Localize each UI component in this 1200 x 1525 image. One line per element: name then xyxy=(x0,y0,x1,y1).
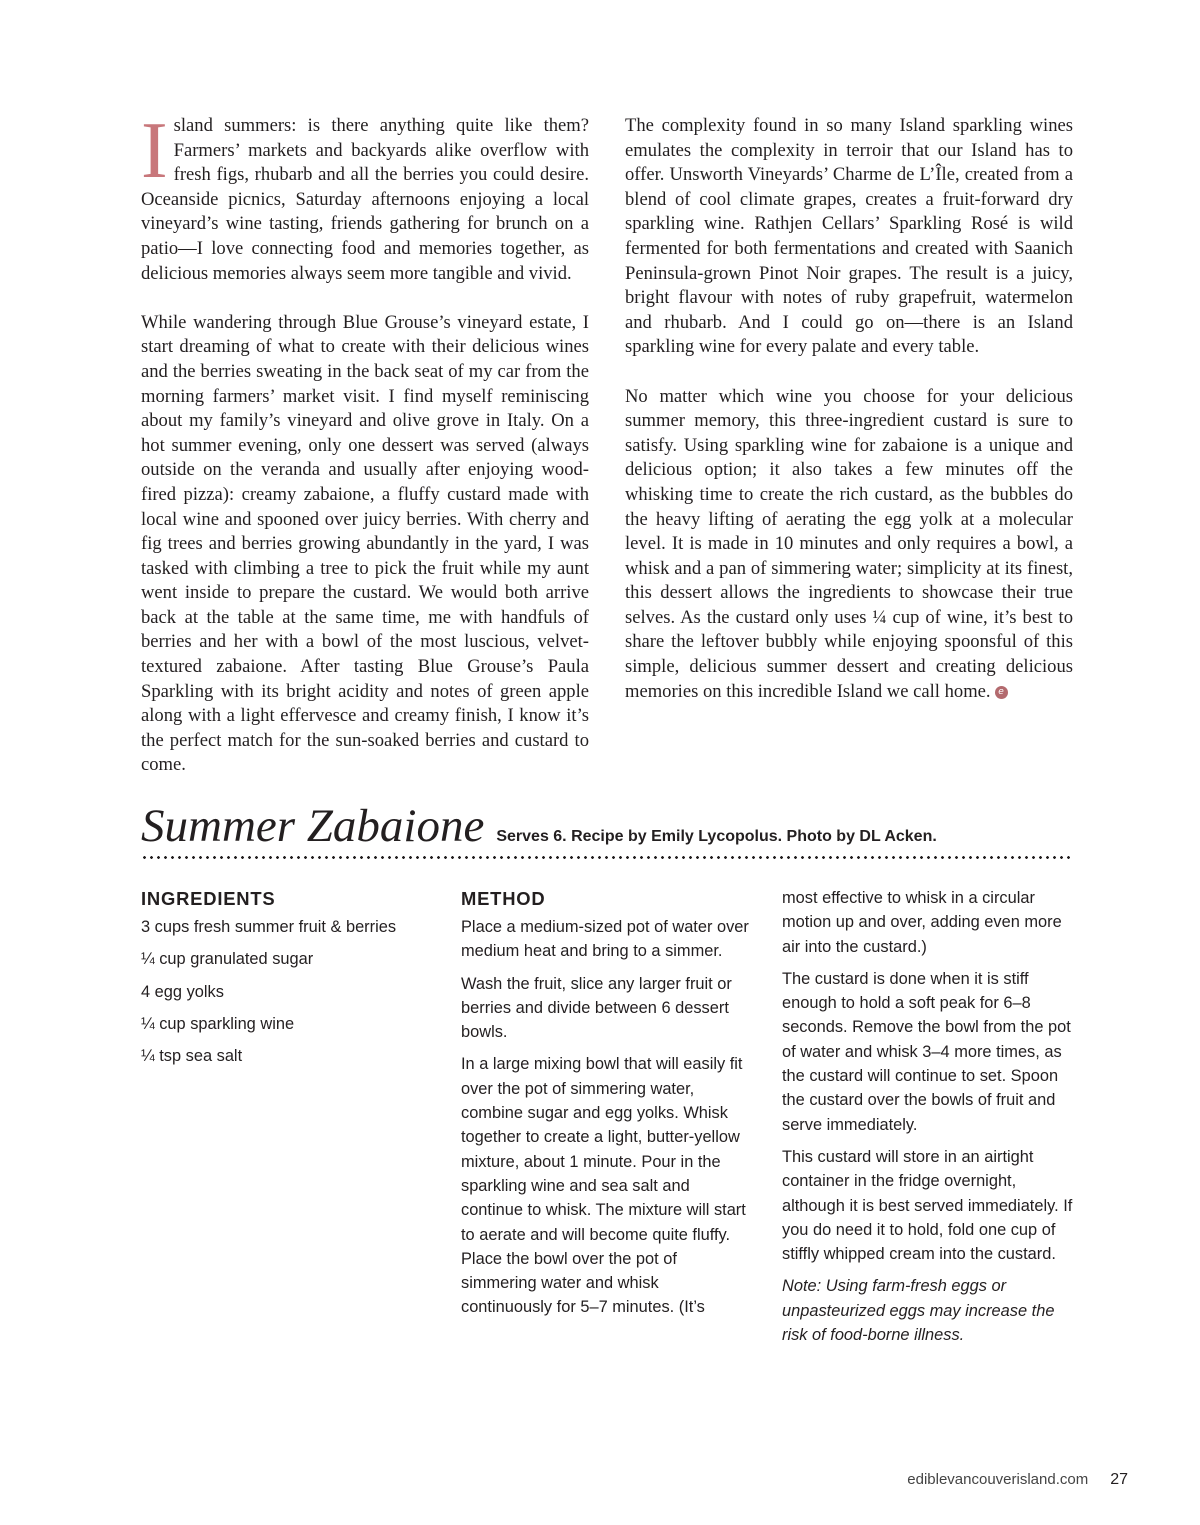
recipe-title: Summer Zabaione xyxy=(141,800,485,852)
method-step: In a large mixing bowl that will easily fit over the pot of simmering water, combine sugar and egg yolks. Whisk together to create a light, butter-yellow mixture, about 1 minute. Pour in the sparkling wine and sea salt and continue to whisk. The mixture will start to aerate and will become quite fluffy. Place the bowl over the pot of simmering water and whisk continuously for 5–7 minutes. (It’s xyxy=(461,1055,746,1317)
method-step: Place a medium-sized pot of water over medium heat and bring to a simmer. xyxy=(461,918,749,961)
article-paragraph: The complexity found in so many Island sparkling wines emulates the complexity in terroir that our Island has to offer. Unsworth Vineyards’ Charme de L’Île, created from a blend of cool climate grapes, creates a fruit-forward dry sparkling wine. Rathjen Cellars’ Sparkling Rosé is wild fermented for both fermentations and created with Saanich Peninsula-grown Pinot Noir grapes. The result is a juicy, bright flavour with notes of ruby grapefruit, watermelon and rhubarb. And I could go on—there is an Island sparkling wine for every palate and every table. xyxy=(625,115,1073,358)
method-step: This custard will store in an airtight container in the fridge overnight, although it is best served immediately. If you do need it to hold, fold one cup of stiffly whipped cream into the custard. xyxy=(782,1147,1073,1264)
page-number: 27 xyxy=(1110,1471,1128,1488)
article-paragraph xyxy=(141,107,589,286)
method-steps-first xyxy=(461,915,751,1320)
article-paragraph: While wandering through Blue Grouse’s vineyard estate, I start dreaming of what to create with their delicious wines and the berries sweating in the back seat of my car from the morning farmers’ market visit. I find myself reminiscing about my family’s vineyard and olive grove in Italy. On a hot summer evening, only one dessert was served (always outside on the veranda and usually after enjoying wood-fired pizza): creamy zabaione, a fluffy custard made with local wine and spooned over juicy berries. With cherry and fig trees and berries growing abundantly in the yard, I was tasked with climbing a tree to pick the fruit while my aunt went inside to prepare the custard. We would both arrive back at the table at the same time, me with handfuls of berries and her with a bowl of the most luscious, velvet-textured zabaione. After tasting Blue Grouse’s Paula Sparkling with its bright acidity and notes of green apple along with a light effervesce and creamy finish, I know it’s the perfect match for the sun-soaked berries and custard to come. xyxy=(141,311,589,776)
article-paragraph-text: sland summers: is there anything quite like them? Farmers’ markets and backyards alike overflow with fresh figs, rhubarb and all the berries you could desire. Oceanside picnics, Saturday afternoons enjoying a local vineyard’s wine tasting, friends gathering for brunch on a patio—I love connecting food and memories together, as delicious memories always seem more tangible and vivid. xyxy=(141,115,589,284)
drop-cap: I xyxy=(141,107,168,195)
ingredients-heading: INGREDIENTS xyxy=(141,888,276,909)
method-section-continued xyxy=(782,886,1082,1355)
method-heading: METHOD xyxy=(461,888,546,909)
article-body xyxy=(141,107,1073,803)
ingredient-item: ¼ cup granulated sugar xyxy=(141,950,314,969)
ingredient-item: ¼ tsp sea salt xyxy=(141,1047,243,1066)
method-steps-second xyxy=(782,886,1082,1266)
method-section xyxy=(461,888,751,1328)
dotted-divider xyxy=(141,856,1073,859)
method-step: most effective to whisk in a circular motion up and over, adding even more air into the custard.) xyxy=(782,889,1062,956)
recipe-header xyxy=(141,796,1073,856)
ingredient-item: 4 egg yolks xyxy=(141,982,224,1001)
article-paragraph-text: No matter which wine you choose for your delicious summer memory, this three-ingredient custard is sure to satisfy. Using sparkling wine for zabaione is a unique and delicious option; it also takes a few minutes off the whisking time to create the rich custard, as the bubbles do the heavy lifting of aerating the egg yolk at a molecular level. It is made in 10 minutes and only requires a bowl, a whisk and a pan of simmering water; simplicity at its finest, this dessert allows the ingredients to showcase their true selves. As the custard only uses ¼ cup of wine, it’s best to share the leftover bubbly while enjoying spoonsful of this simple, delicious summer dessert and creating delicious memories on this incredible Island we call home. xyxy=(625,385,1073,702)
ingredients-list xyxy=(141,915,431,1068)
footer-website: ediblevancouverisland.com xyxy=(907,1471,1089,1488)
article-column-right xyxy=(625,114,1073,803)
recipe-credit: Serves 6. Recipe by Emily Lycopolus. Photo by DL Acken. xyxy=(496,828,937,845)
page-footer xyxy=(907,1471,1128,1489)
end-mark-icon: e xyxy=(995,686,1008,699)
method-step: The custard is done when it is stiff enough to hold a soft peak for 6–8 seconds. Remove the bowl from the pot of water and whisk 3–4 more times, as the custard will continue to set. Spoon the custard over the bowls of fruit and serve immediately. xyxy=(782,969,1071,1134)
ingredient-item: 3 cups fresh summer fruit & berries xyxy=(141,918,397,936)
method-step: Wash the fruit, slice any larger fruit or berries and divide between 6 dessert bowls. xyxy=(461,974,732,1042)
ingredient-item: ¼ cup sparkling wine xyxy=(141,1014,295,1033)
article-paragraph-final xyxy=(625,385,1073,705)
article-column-left xyxy=(141,107,589,803)
recipe-note: Note: Using farm-fresh eggs or unpasteurized eggs may increase the risk of food-borne illness. xyxy=(782,1277,1055,1345)
ingredients-section xyxy=(141,888,431,1076)
